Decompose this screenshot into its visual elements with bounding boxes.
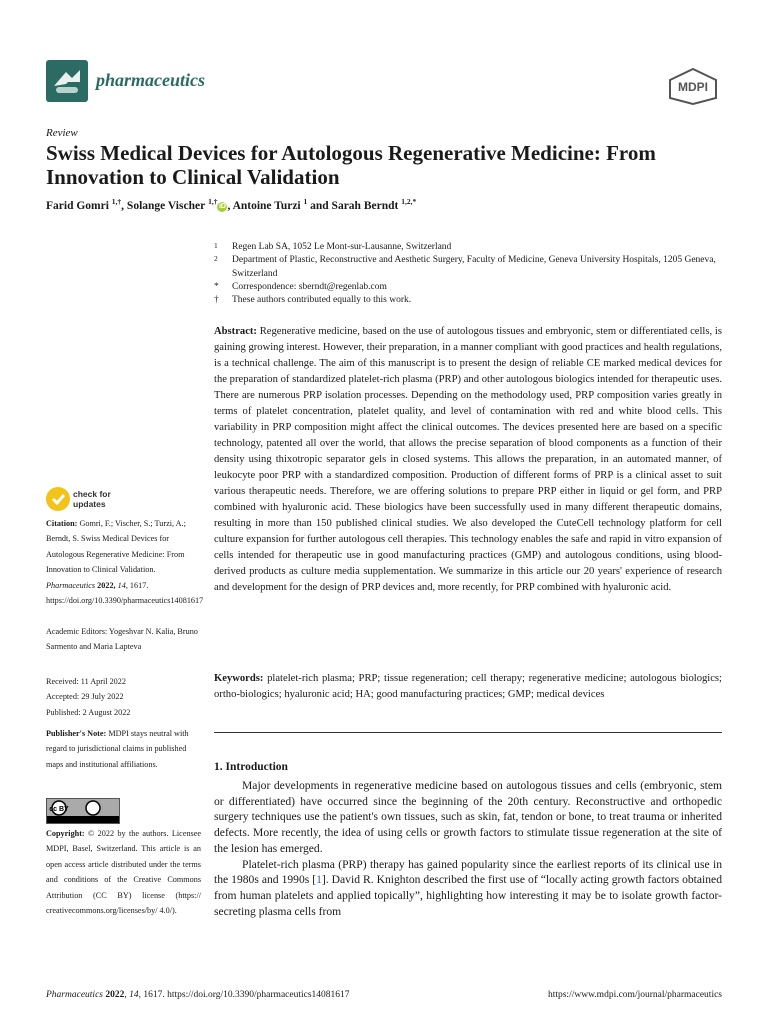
svg-text:MDPI: MDPI (678, 80, 708, 94)
section-divider (214, 732, 722, 733)
citation-block: Citation: Gomri, F.; Vischer, S.; Turzi, A.; Berndt, S. Swiss Medical Devices for Autologous Regenerative Medicine: From Innovation to Clinical Validation. Pharmaceutics 2022, 14, 1617. https://doi.org/10.3390/pharmaceutics14081617 (46, 519, 204, 606)
author-name[interactable]: Antoine Turzi (232, 200, 301, 212)
author-name[interactable]: Farid Gomri (46, 200, 109, 212)
received-date: Received: 11 April 2022 (46, 677, 126, 686)
section-heading-introduction: 1. Introduction (214, 761, 288, 773)
affiliations (214, 241, 724, 307)
published-date: Published: 2 August 2022 (46, 707, 131, 717)
article-type: Review (46, 127, 78, 139)
article-title: Swiss Medical Devices for Autologous Regenerative Medicine: From Innovation to Clinical Validation (46, 141, 656, 189)
mdpi-logo-icon[interactable] (666, 67, 720, 105)
equal-contribution-note: † These authors contributed equally to this work. (214, 295, 412, 306)
introduction-body (214, 778, 722, 919)
paragraph: Major developments in regenerative medicine based on autologous tissues and cells (embryonic, stem or differentiated) have occurred since the beginning of the 20th century. Reconstructive and orthopedic surgery techniques use the patient's own tissues, such as skin, fat, tendon or bone, to treat trauma or inherited defects. More recently, the idea of using cells or growth factors to stimulate tissue regeneration at the site of the lesion has emerged. (214, 779, 722, 855)
journal-name[interactable]: pharmaceutics (96, 70, 206, 90)
affiliation-item: 2 Department of Plastic, Reconstructive and Aesthetic Surgery, Faculty of Medicine, Geneva University Hospitals, 1205 Geneva, Switzerland (214, 254, 716, 279)
keywords (214, 671, 722, 703)
accepted-date: Accepted: 29 July 2022 (46, 692, 124, 702)
academic-editors: Academic Editors: Yogeshvar N. Kalia, Bruno Sarmento and Maria Lapteva (46, 627, 198, 652)
publisher-note: Publisher's Note: MDPI stays neutral with regard to jurisdictional claims in published maps and institutional affiliations. (46, 729, 189, 769)
author-list: Farid Gomri $^{1,\dagger}$, Solange Vischer $^{1,\dagger}$iD , Antoine Turzi $^1$ and Sarah Berndt $^{1,2,*}$ (46, 197, 417, 212)
keywords-label: Keywords: (214, 673, 264, 684)
affiliation-item: 1 Regen Lab SA, 1052 Le Mont-sur-Lausanne, Switzerland (214, 241, 452, 252)
dates-block (46, 674, 201, 720)
copyright-block: Copyright: © 2022 by the authors. Licensee MDPI, Basel, Switzerland. This article is an open access article distributed under the terms and conditions of the Creative Commons Attribution (CC BY) license (https:// creativecommons.org/licenses/by/ 4.0/). (46, 829, 201, 916)
svg-text:cc BY: cc BY (49, 806, 69, 813)
author-name[interactable]: Sarah Berndt (331, 200, 399, 212)
footer-journal-url[interactable]: https://www.mdpi.com/journal/pharmaceutics (547, 990, 722, 1000)
citation-link[interactable]: 1 (316, 873, 322, 887)
check-updates-icon (46, 487, 70, 511)
cc-by-license-icon[interactable] (46, 798, 120, 824)
footer-citation: Pharmaceutics 2022, 14, 1617. https://doi.org/10.3390/pharmaceutics14081617 (46, 990, 350, 1000)
author-name[interactable]: Solange Vischer (126, 200, 206, 212)
abstract-text: Regenerative medicine, based on the use of autologous tissues and embryonic, stem or differentiated cells, is gaining growing interest. However, their preparation, in a manner compliant with good practices and health regulations, is a technical challenge. The aim of this manuscript is to present the design of reliable CE marked medical devices for the preparation of standardized platelet-rich plasma (PRP) and other autologous biologics intended for therapeutic uses. There are numerous PRP isolation processes. Depending on the methodology used, PRP composition varies greatly in terms of platelet concentration, platelet quality, and level of contamination with red and white blood cells. This variability in PRP composition might affect the clinical outcomes. The devices presented here are based on a specific technology, patented all over the world, that allows the precise separation of blood components as a function of their density using thixotropic separator gels in closed systems. This allows the preparation, in an automated manner, of leukocyte poor PRP with a standardized composition. Production of different forms of PRP is a clinical asset to suit various therapeutic needs. Therefore, we are offering solutions to prepare PRP either in liquid or gel form, and PRP combined with hyaluronic acid. These biologics have been successfully used in many different therapeutic domains, resulting in more than 150 published clinical studies. We also developed the CuteCell technology platform for cell culture expansion for further autologous cell therapies. This technology enables the safe and rapid in vitro expansion of cells intended for therapeutic use in good manufacturing practices (GMP) and autologous conditions, using blood-derived products as culture media supplementation. We summarize in this article our 20 years' experience of research and development for the design of PRP devices and, more recently, for PRP combined with hyaluronic acid. (214, 326, 722, 593)
correspondence[interactable]: * Correspondence: sberndt@regenlab.com (214, 281, 387, 292)
keywords-text: platelet-rich plasma; PRP; tissue regeneration; cell therapy; regenerative medicine; autologous biologics; ortho-biologics; hyaluronic acid; HA; good manufacturing practices; GMP; medical devices (214, 673, 722, 700)
abstract (214, 324, 722, 596)
paragraph: Platelet-rich plasma (PRP) therapy has gained popularity since the earliest reports of its clinical use in the 1980s and 1990s [1]. David R. Knighton described the first use of “locally acting growth factors obtained from human platelets and applied topically”, highlighting how interesting it may be to isolate growth factor-secreting plasma cells from (214, 857, 722, 918)
abstract-label: Abstract: (214, 326, 257, 337)
check-for-updates-button[interactable]: check for updates (46, 487, 126, 515)
orcid-icon[interactable]: iD (218, 203, 226, 210)
pharmaceutics-logo-icon (46, 60, 88, 102)
